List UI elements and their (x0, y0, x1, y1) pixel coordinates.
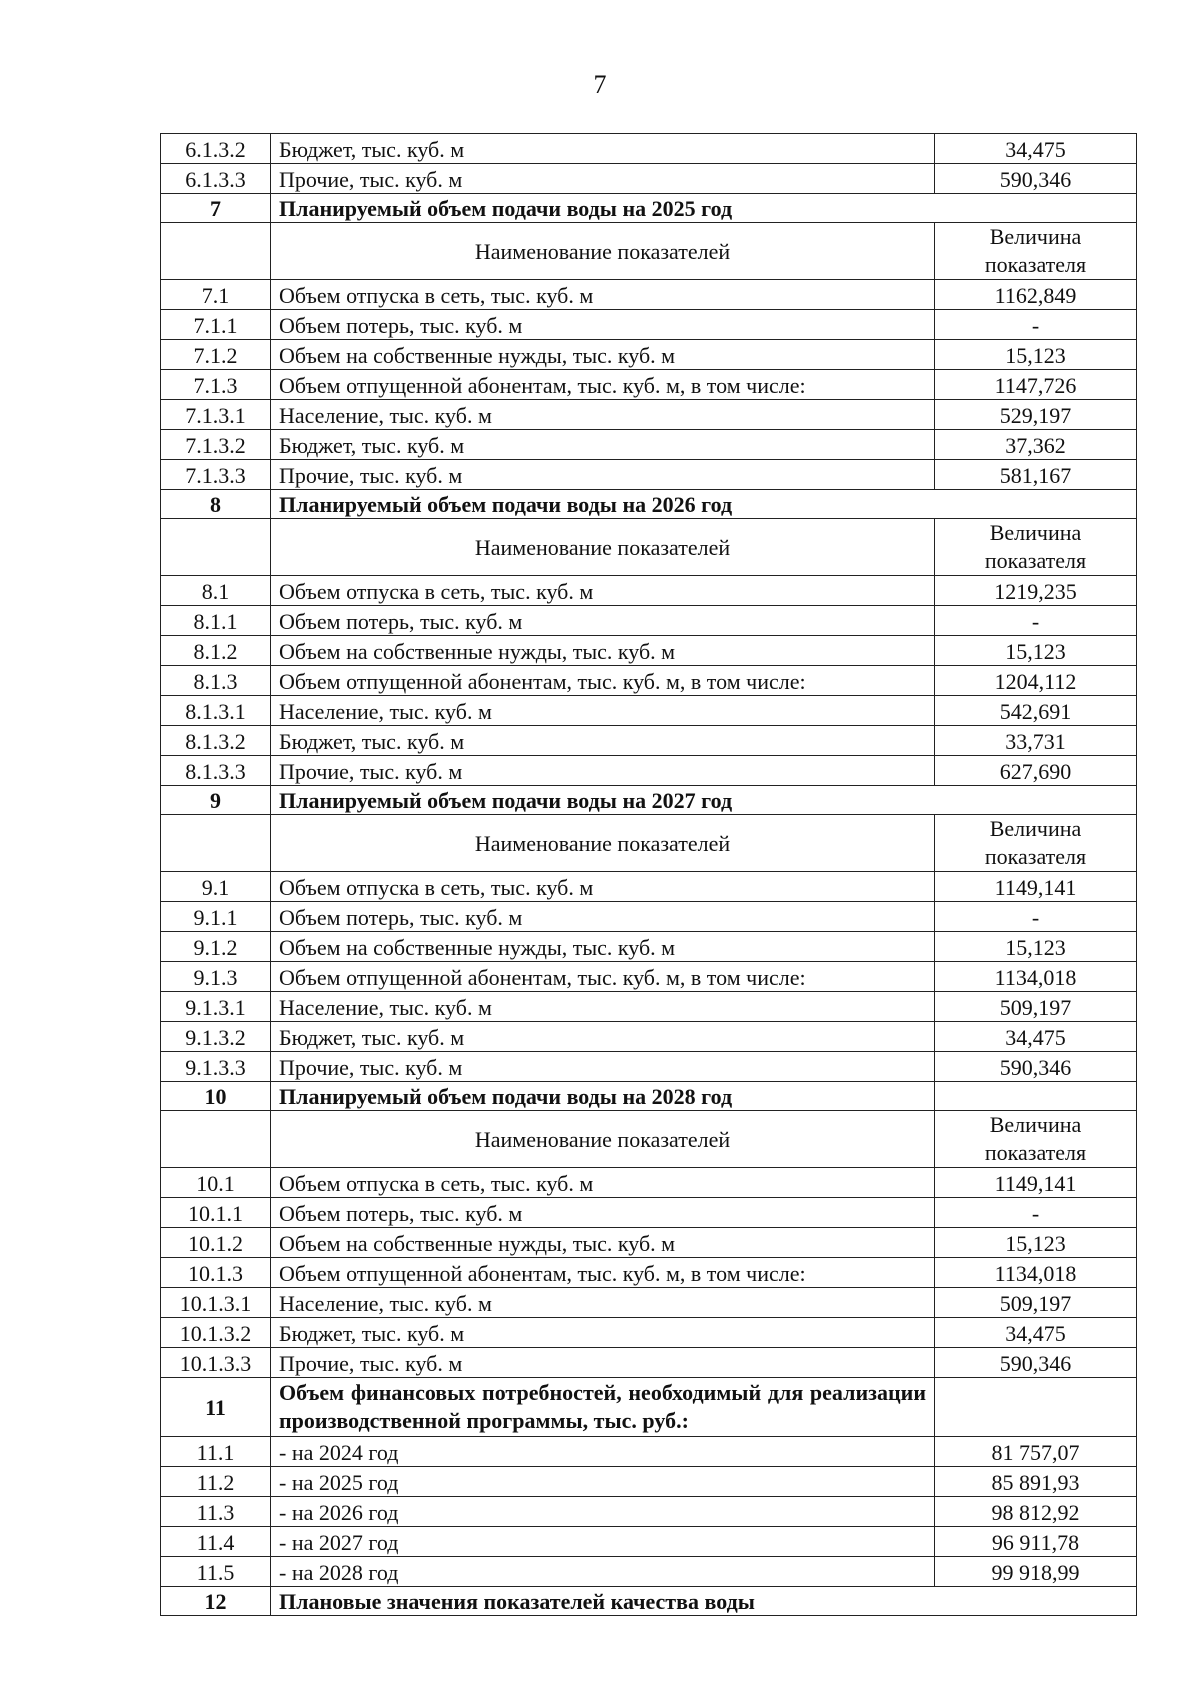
row-label: Прочие, тыс. куб. м (271, 756, 935, 786)
row-number: 8.1.3 (161, 666, 271, 696)
row-value: 81 757,07 (935, 1437, 1137, 1467)
row-label: Объем отпущенной абонентам, тыс. куб. м, в том числе: (271, 370, 935, 400)
table-row (161, 932, 1137, 962)
column-header-row (161, 223, 1137, 280)
row-number: 9.1.3.3 (161, 1052, 271, 1082)
row-number: 11.5 (161, 1557, 271, 1587)
row-number: 8.1.1 (161, 606, 271, 636)
row-label: Объем отпущенной абонентам, тыс. куб. м, в том числе: (271, 1258, 935, 1288)
table-row (161, 400, 1137, 430)
indicators-table-body (161, 134, 1137, 1616)
table-row (161, 1527, 1137, 1557)
table-row (161, 696, 1137, 726)
row-number: 8.1.3.2 (161, 726, 271, 756)
row-label: Население, тыс. куб. м (271, 696, 935, 726)
row-label: - на 2026 год (271, 1497, 935, 1527)
row-number: 11.3 (161, 1497, 271, 1527)
row-value: 1204,112 (935, 666, 1137, 696)
row-value: 509,197 (935, 992, 1137, 1022)
section-number: 12 (161, 1587, 271, 1616)
row-number: 8.1 (161, 576, 271, 606)
row-label: Объем потерь, тыс. куб. м (271, 902, 935, 932)
row-label: Объем отпущенной абонентам, тыс. куб. м, в том числе: (271, 962, 935, 992)
row-label: Население, тыс. куб. м (271, 992, 935, 1022)
row-number: 10.1.1 (161, 1198, 271, 1228)
row-value: - (935, 606, 1137, 636)
table-row (161, 726, 1137, 756)
row-number: 8.1.3.1 (161, 696, 271, 726)
row-label: Объем на собственные нужды, тыс. куб. м (271, 1228, 935, 1258)
header-indicator-value: Величина показателя (935, 1111, 1137, 1168)
row-number: 7.1.2 (161, 340, 271, 370)
row-value: 590,346 (935, 1052, 1137, 1082)
section-title: Плановые значения показателей качества воды (271, 1587, 1137, 1616)
row-label: Прочие, тыс. куб. м (271, 164, 935, 194)
row-value: 1219,235 (935, 576, 1137, 606)
row-number: 7.1.3.2 (161, 430, 271, 460)
table-row (161, 962, 1137, 992)
row-label: - на 2027 год (271, 1527, 935, 1557)
row-label: Объем потерь, тыс. куб. м (271, 310, 935, 340)
row-value: 96 911,78 (935, 1527, 1137, 1557)
row-label: Бюджет, тыс. куб. м (271, 726, 935, 756)
row-value: 33,731 (935, 726, 1137, 756)
row-value: 34,475 (935, 134, 1137, 164)
row-value: 1134,018 (935, 962, 1137, 992)
row-value: 34,475 (935, 1022, 1137, 1052)
section-title: Планируемый объем подачи воды на 2026 год (271, 490, 1137, 519)
header-empty-cell (161, 223, 271, 280)
row-value: 1134,018 (935, 1258, 1137, 1288)
section-row (161, 1082, 1137, 1111)
page-number: 7 (593, 70, 607, 99)
table-row (161, 1258, 1137, 1288)
table-row (161, 1318, 1137, 1348)
table-row (161, 1467, 1137, 1497)
section-number: 9 (161, 786, 271, 815)
table-row (161, 164, 1137, 194)
row-number: 6.1.3.2 (161, 134, 271, 164)
section-title: Планируемый объем подачи воды на 2028 год (271, 1082, 935, 1111)
row-label: Население, тыс. куб. м (271, 1288, 935, 1318)
indicators-table (160, 133, 1137, 1616)
header-indicator-value: Величина показателя (935, 223, 1137, 280)
row-value: 542,691 (935, 696, 1137, 726)
row-value: 37,362 (935, 430, 1137, 460)
row-value: 1149,141 (935, 1168, 1137, 1198)
table-row (161, 1198, 1137, 1228)
header-indicator-value: Величина показателя (935, 815, 1137, 872)
row-number: 7.1.3.3 (161, 460, 271, 490)
row-number: 11.1 (161, 1437, 271, 1467)
row-number: 9.1.3 (161, 962, 271, 992)
row-label: Объем отпуска в сеть, тыс. куб. м (271, 576, 935, 606)
column-header-row (161, 519, 1137, 576)
section-number: 7 (161, 194, 271, 223)
row-number: 8.1.2 (161, 636, 271, 666)
row-value: 581,167 (935, 460, 1137, 490)
table-row (161, 1557, 1137, 1587)
row-number: 10.1.2 (161, 1228, 271, 1258)
row-label: Объем на собственные нужды, тыс. куб. м (271, 340, 935, 370)
column-header-row (161, 1111, 1137, 1168)
row-label: Бюджет, тыс. куб. м (271, 1318, 935, 1348)
table-row (161, 1497, 1137, 1527)
row-value: 85 891,93 (935, 1467, 1137, 1497)
section-row (161, 194, 1137, 223)
row-number: 9.1.2 (161, 932, 271, 962)
row-label: Объем отпуска в сеть, тыс. куб. м (271, 1168, 935, 1198)
section-row (161, 490, 1137, 519)
row-number: 7.1.3.1 (161, 400, 271, 430)
row-value: 34,475 (935, 1318, 1137, 1348)
section-empty-cell (935, 1082, 1137, 1111)
row-number: 9.1.1 (161, 902, 271, 932)
table-row (161, 340, 1137, 370)
row-label: Население, тыс. куб. м (271, 400, 935, 430)
row-number: 9.1.3.1 (161, 992, 271, 1022)
row-label: - на 2024 год (271, 1437, 935, 1467)
row-label: - на 2025 год (271, 1467, 935, 1497)
row-label: Объем потерь, тыс. куб. м (271, 1198, 935, 1228)
row-number: 10.1.3.1 (161, 1288, 271, 1318)
row-value: - (935, 902, 1137, 932)
section-title: Планируемый объем подачи воды на 2025 год (271, 194, 1137, 223)
row-number: 7.1.1 (161, 310, 271, 340)
header-empty-cell (161, 815, 271, 872)
row-label: Бюджет, тыс. куб. м (271, 1022, 935, 1052)
row-number: 11.4 (161, 1527, 271, 1557)
header-indicator-name: Наименование показателей (271, 815, 935, 872)
row-label: Бюджет, тыс. куб. м (271, 134, 935, 164)
table-row (161, 666, 1137, 696)
table-row (161, 902, 1137, 932)
header-empty-cell (161, 519, 271, 576)
section-number: 8 (161, 490, 271, 519)
section-row (161, 786, 1137, 815)
table-row (161, 1348, 1137, 1378)
table-row (161, 756, 1137, 786)
section-number: 11 (161, 1378, 271, 1437)
header-indicator-name: Наименование показателей (271, 519, 935, 576)
row-value: 509,197 (935, 1288, 1137, 1318)
row-label: Объем отпущенной абонентам, тыс. куб. м, в том числе: (271, 666, 935, 696)
section-row (161, 1378, 1137, 1437)
row-label: Объем отпуска в сеть, тыс. куб. м (271, 872, 935, 902)
table-row (161, 1228, 1137, 1258)
row-label: Объем на собственные нужды, тыс. куб. м (271, 932, 935, 962)
row-value: - (935, 310, 1137, 340)
row-label: Прочие, тыс. куб. м (271, 1052, 935, 1082)
row-value: 1147,726 (935, 370, 1137, 400)
row-label: - на 2028 год (271, 1557, 935, 1587)
row-number: 10.1.3 (161, 1258, 271, 1288)
table-row (161, 310, 1137, 340)
row-number: 7.1 (161, 280, 271, 310)
section-title: Объем финансовых потребностей, необходимый для реализации производственной программы, тыс. руб.: (271, 1378, 935, 1437)
row-label: Объем потерь, тыс. куб. м (271, 606, 935, 636)
row-label: Объем отпуска в сеть, тыс. куб. м (271, 280, 935, 310)
header-empty-cell (161, 1111, 271, 1168)
row-number: 8.1.3.3 (161, 756, 271, 786)
row-value: 1149,141 (935, 872, 1137, 902)
table-row (161, 460, 1137, 490)
row-value: 98 812,92 (935, 1497, 1137, 1527)
table-row (161, 1288, 1137, 1318)
row-value: 15,123 (935, 932, 1137, 962)
row-value: 590,346 (935, 164, 1137, 194)
table-row (161, 1437, 1137, 1467)
section-number: 10 (161, 1082, 271, 1111)
column-header-row (161, 815, 1137, 872)
row-number: 10.1.3.3 (161, 1348, 271, 1378)
row-number: 6.1.3.3 (161, 164, 271, 194)
row-value: 1162,849 (935, 280, 1137, 310)
table-row (161, 280, 1137, 310)
table-row (161, 1168, 1137, 1198)
row-value: 99 918,99 (935, 1557, 1137, 1587)
header-indicator-name: Наименование показателей (271, 1111, 935, 1168)
table-row (161, 430, 1137, 460)
table-row (161, 872, 1137, 902)
row-number: 9.1.3.2 (161, 1022, 271, 1052)
row-value: 15,123 (935, 636, 1137, 666)
row-value: 529,197 (935, 400, 1137, 430)
row-number: 10.1 (161, 1168, 271, 1198)
section-title: Планируемый объем подачи воды на 2027 год (271, 786, 1137, 815)
table-row (161, 1052, 1137, 1082)
row-label: Объем на собственные нужды, тыс. куб. м (271, 636, 935, 666)
row-value: 15,123 (935, 340, 1137, 370)
row-value: 590,346 (935, 1348, 1137, 1378)
row-label: Прочие, тыс. куб. м (271, 460, 935, 490)
row-number: 11.2 (161, 1467, 271, 1497)
table-row (161, 992, 1137, 1022)
row-label: Бюджет, тыс. куб. м (271, 430, 935, 460)
table-row (161, 636, 1137, 666)
table-row (161, 370, 1137, 400)
table-row (161, 576, 1137, 606)
row-number: 7.1.3 (161, 370, 271, 400)
table-row (161, 1022, 1137, 1052)
row-value: 627,690 (935, 756, 1137, 786)
header-indicator-value: Величина показателя (935, 519, 1137, 576)
table-row (161, 606, 1137, 636)
table-row (161, 134, 1137, 164)
row-value: 15,123 (935, 1228, 1137, 1258)
row-number: 10.1.3.2 (161, 1318, 271, 1348)
row-number: 9.1 (161, 872, 271, 902)
section-row (161, 1587, 1137, 1616)
header-indicator-name: Наименование показателей (271, 223, 935, 280)
section-empty-cell (935, 1378, 1137, 1437)
row-label: Прочие, тыс. куб. м (271, 1348, 935, 1378)
row-value: - (935, 1198, 1137, 1228)
